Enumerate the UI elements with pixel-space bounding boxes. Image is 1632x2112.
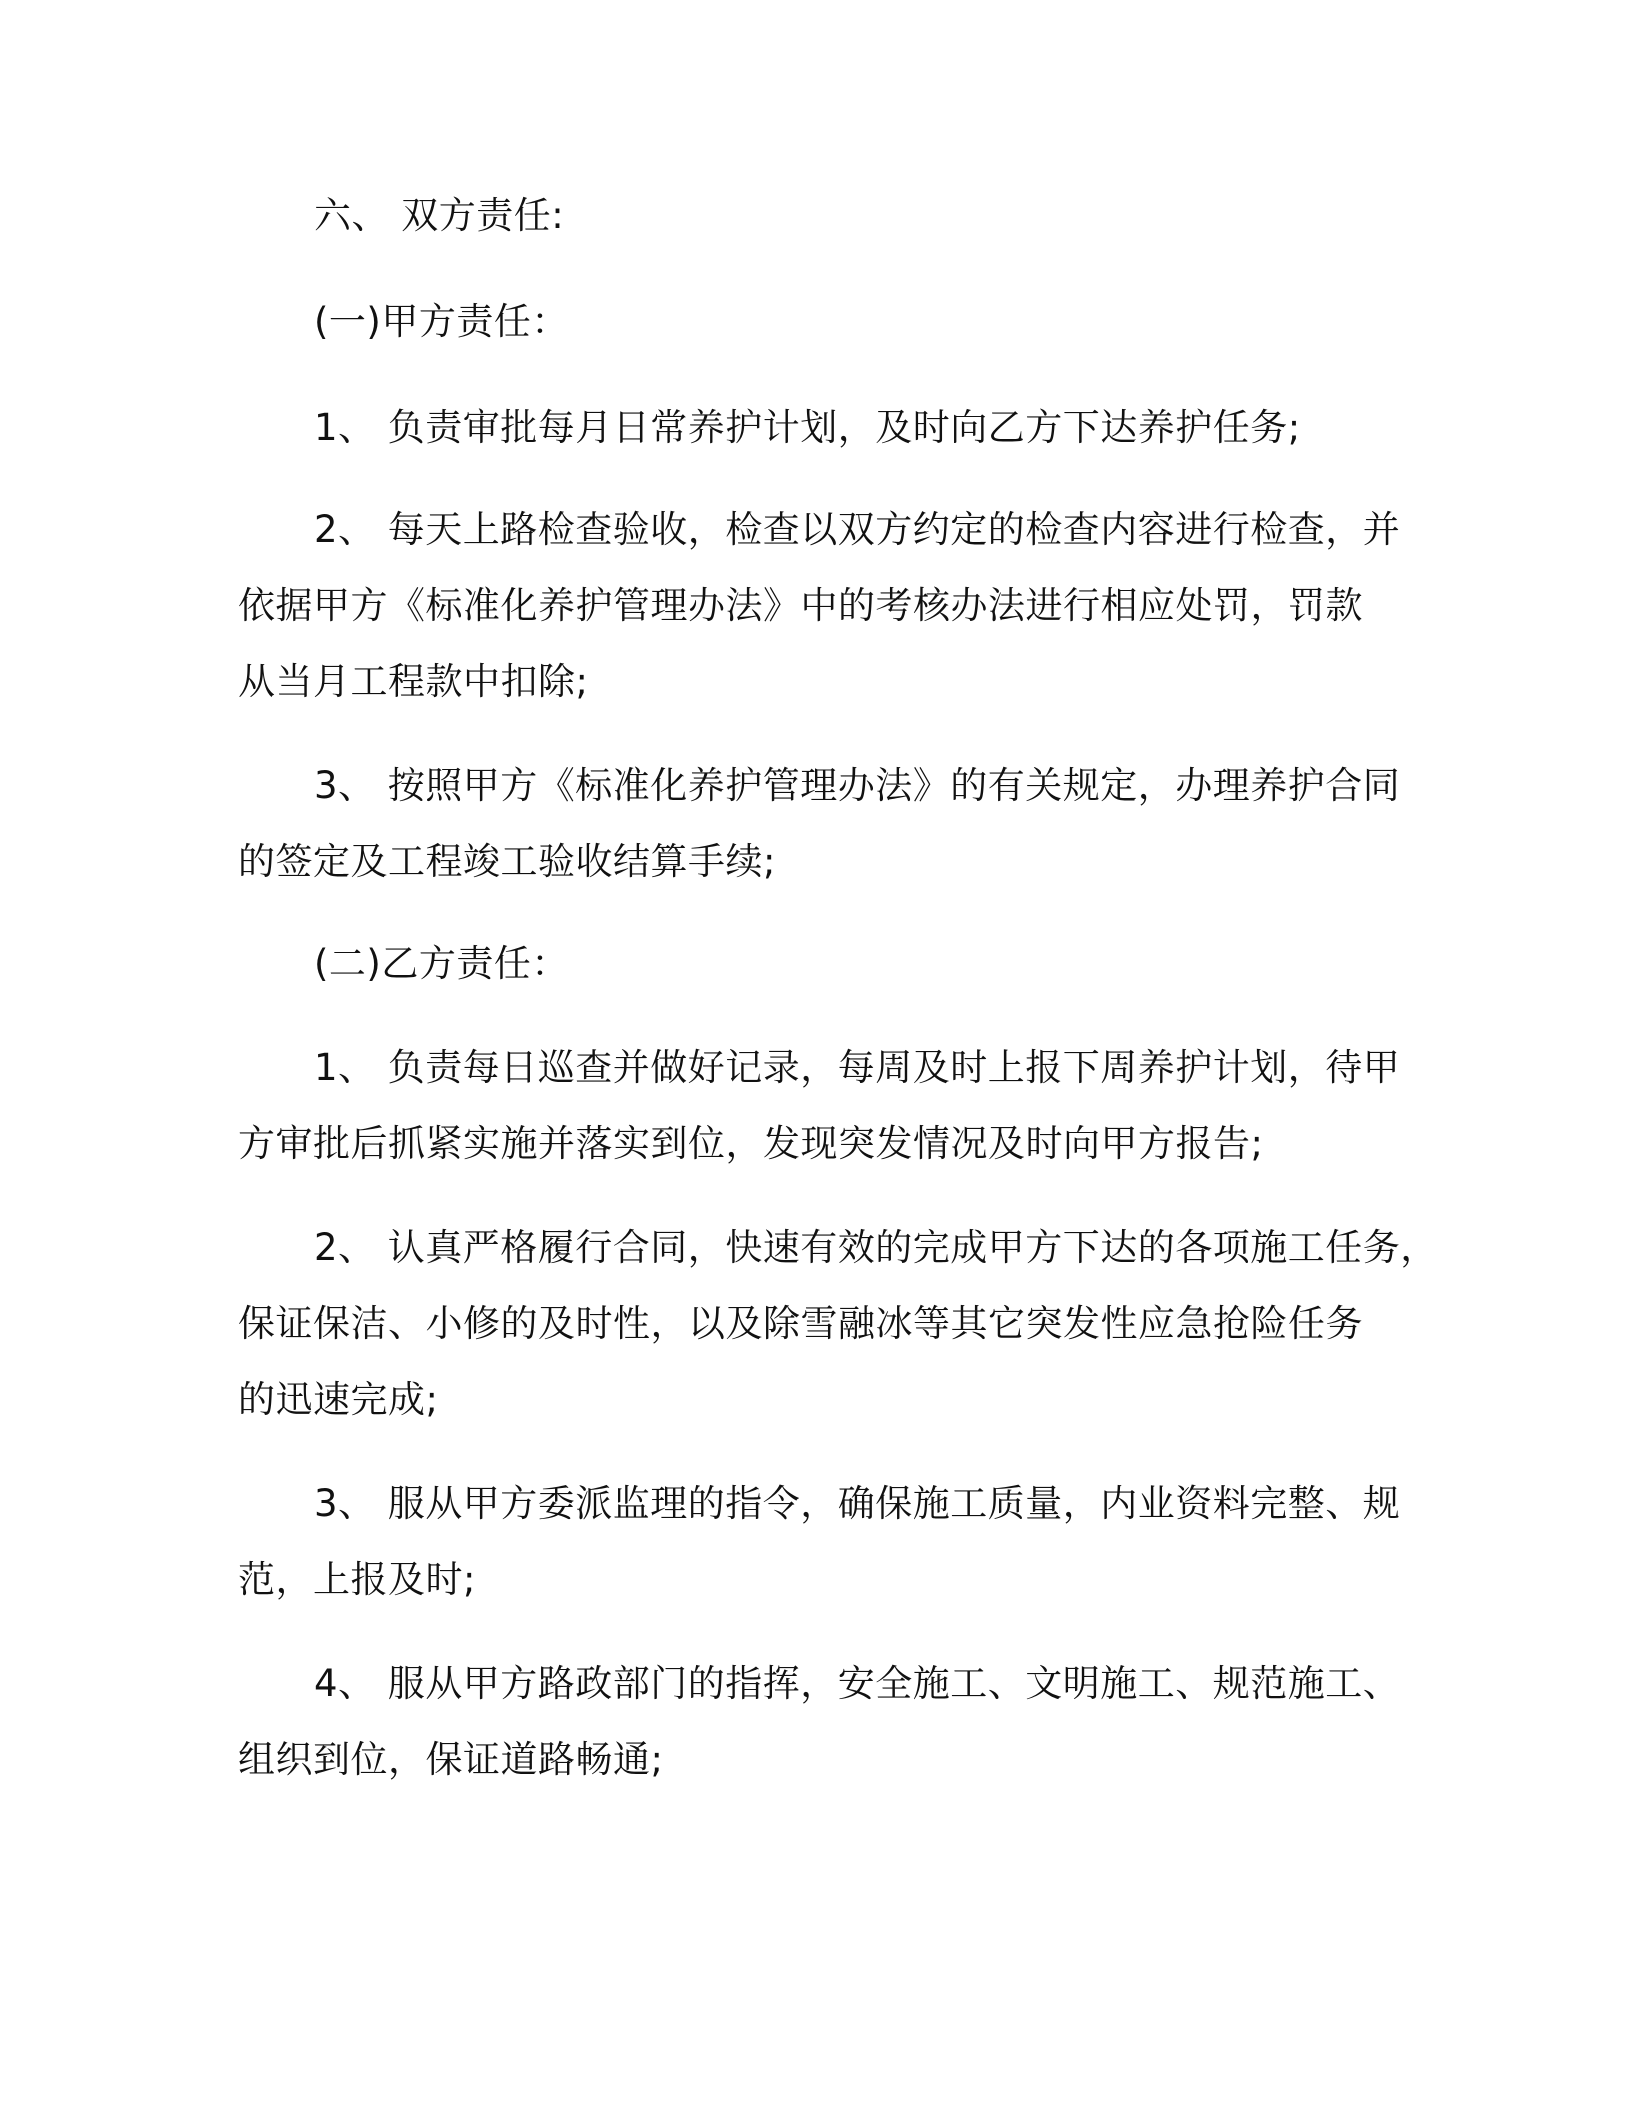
party-b-item-1-line-2: 方审批后抓紧实施并落实到位，发现突发情况及时向甲方报告; [238, 1122, 1264, 1165]
party-a-item-3-line-1: 3、 按照甲方《标准化养护管理办法》的有关规定，办理养护合同 [314, 764, 1401, 807]
party-b-item-4-line-2: 组织到位，保证道路畅通; [238, 1738, 664, 1781]
party-b-item-2-line-3: 的迅速完成; [238, 1378, 439, 1421]
party-b-heading: (二)乙方责任： [314, 942, 569, 985]
party-a-heading: (一)甲方责任： [314, 300, 569, 343]
party-a-item-3-line-2: 的签定及工程竣工验收结算手续; [238, 840, 776, 883]
party-a-item-2-line-2: 依据甲方《标准化养护管理办法》中的考核办法进行相应处罚，罚款 [238, 584, 1363, 627]
party-a-item-1-line-1: 1、 负责审批每月日常养护计划，及时向乙方下达养护任务; [314, 406, 1301, 449]
section-heading: 六、 双方责任: [314, 194, 565, 237]
party-b-item-1-line-1: 1、 负责每日巡查并做好记录，每周及时上报下周养护计划，待甲 [314, 1046, 1401, 1089]
party-a-item-2-line-3: 从当月工程款中扣除; [238, 660, 589, 703]
party-b-item-2-line-1: 2、 认真严格履行合同，快速有效的完成甲方下达的各项施工任务， [314, 1226, 1438, 1269]
party-b-item-3-line-2: 范，上报及时; [238, 1558, 476, 1601]
party-b-item-4-line-1: 4、 服从甲方路政部门的指挥，安全施工、文明施工、规范施工、 [314, 1662, 1401, 1705]
party-b-item-3-line-1: 3、 服从甲方委派监理的指令，确保施工质量，内业资料完整、规 [314, 1482, 1401, 1525]
party-a-item-2-line-1: 2、 每天上路检查验收，检查以双方约定的检查内容进行检查，并 [314, 508, 1401, 551]
party-b-item-2-line-2: 保证保洁、小修的及时性，以及除雪融冰等其它突发性应急抢险任务 [238, 1302, 1363, 1345]
